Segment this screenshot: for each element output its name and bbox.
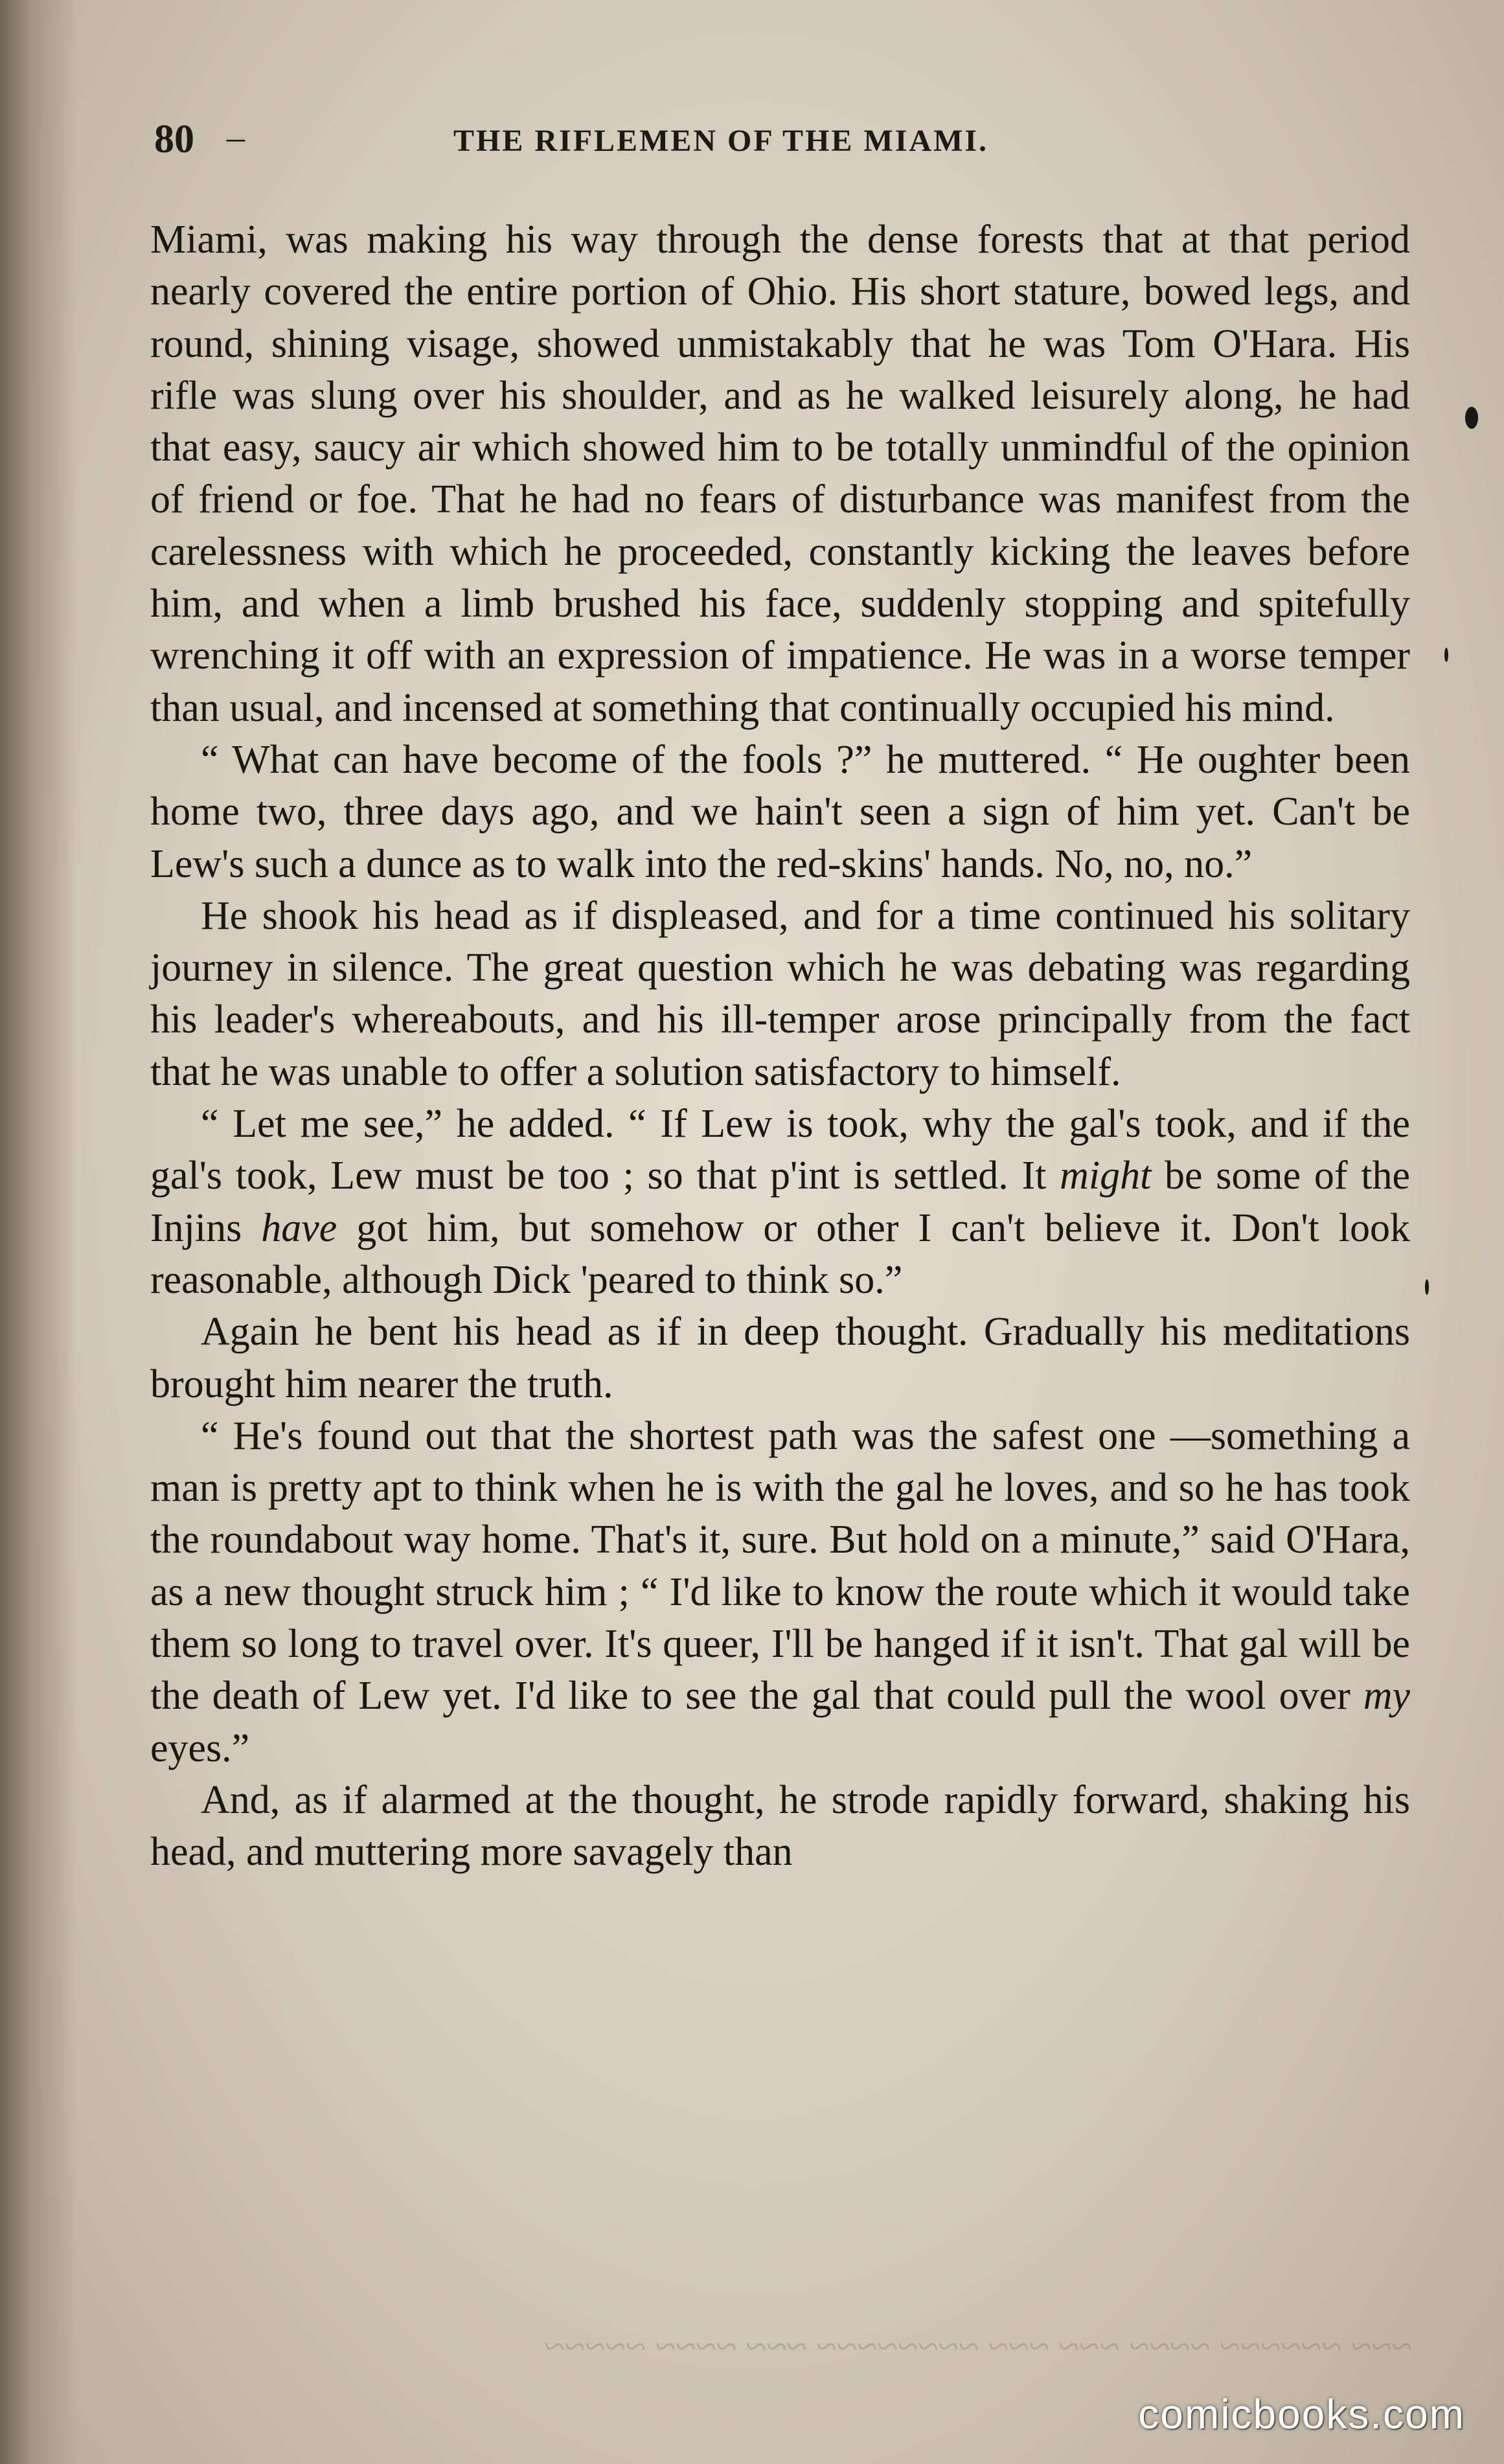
spine-shadow <box>0 0 78 2464</box>
paragraph-text: “ What can have become of the fools ?” he muttered. “ He oughter been home two, three days ago, and we hain't seen a sign of him yet. Can't be Lew's such a dunce as to walk into the red-skins' hands. No, no, no.” <box>150 737 1410 886</box>
ink-speck <box>1444 648 1448 662</box>
paragraph-text: “ He's found out that the shortest path was the safest one —something a man is pretty apt to think when he is with the gal he loves, and so he has took the roundabout way home. That's it, sure. But hold on a minute,” said O'Hara, as a new thought struck him ; “ I'd like to know the route which it would take them so long to travel over. It's queer, I'll be hanged if it isn't. That gal will be the death of Lew yet. I'd like to see the gal that could pull the wool over <box>150 1413 1410 1718</box>
header-dash: – <box>227 117 245 157</box>
paragraph-text: be some of the Injins <box>150 1154 1410 1250</box>
ink-speck <box>1425 1279 1429 1295</box>
paragraph-text: eyes.” <box>150 1726 250 1770</box>
paragraph <box>150 1774 1410 1878</box>
paragraph <box>150 1410 1410 1774</box>
paragraph-text: Miami, was making his way through the dense forests that at that period nearly covered the entire portion of Ohio. His short stature, bowed legs, and round, shining visage, showed unmistakably that he was Tom O'Hara. His rifle was slung over his shoulder, and as he walked leisurely along, he had that easy, saucy air which showed him to be totally unmindful of the opinion of friend or foe. That he had no fears of disturbance was manifest from the carelessness with which he proceeded, constantly kicking the leaves before him, and when a limb brushed his face, suddenly stopping and spitefully wrenching it off with an expression of impatience. He was in a worse temper than usual, and incensed at something that continually occupied his mind. <box>150 218 1410 730</box>
paragraph <box>150 1306 1410 1410</box>
italic-text: have <box>261 1205 337 1250</box>
page-number: 80 <box>154 117 194 161</box>
watermark: comicbooks.com <box>1138 2391 1465 2437</box>
paragraph-text: “ Let me see,” he added. “ If Lew is took, why the gal's took, and if the gal's took, Lew must be too ; so that p'int is settled. It <box>150 1102 1410 1198</box>
paragraph-text: He shook his head as if displeased, and for a time continued his solitary journey in silence. The great question which he was debating was regarding his leader's whereabouts, and his ill-temper arose principally from the fact that he was unable to offer a solution satisfactory to himself. <box>150 893 1410 1094</box>
paragraph <box>150 734 1410 890</box>
paragraph-text: Again he bent his head as if in deep thought. Gradually his meditations brought him nearer the truth. <box>150 1310 1410 1406</box>
paragraph <box>150 890 1410 1098</box>
paragraph <box>150 214 1410 734</box>
body-text <box>150 214 1410 1878</box>
paragraph-text: And, as if alarmed at the thought, he strode rapidly forward, shaking his head, and muttering more savagely than <box>150 1777 1410 1875</box>
paragraph-text: got him, but somehow or other I can't believe it. Don't look reasonable, although Dick 'peared to think so.” <box>150 1205 1410 1302</box>
running-title: THE RIFLEMEN OF THE MIAMI. <box>453 124 989 158</box>
page-header <box>149 117 1406 168</box>
italic-text: might <box>1060 1154 1152 1198</box>
bleed-through-text: ~~~ ~~~~~~ ~~~~ ~~~ ~~~ ~~~~~~~~ ~~~ ~~~~ ~~~~~ <box>544 2325 1412 2367</box>
paragraph <box>150 1098 1410 1306</box>
ink-speck <box>1465 407 1478 429</box>
italic-text: my <box>1363 1674 1410 1718</box>
